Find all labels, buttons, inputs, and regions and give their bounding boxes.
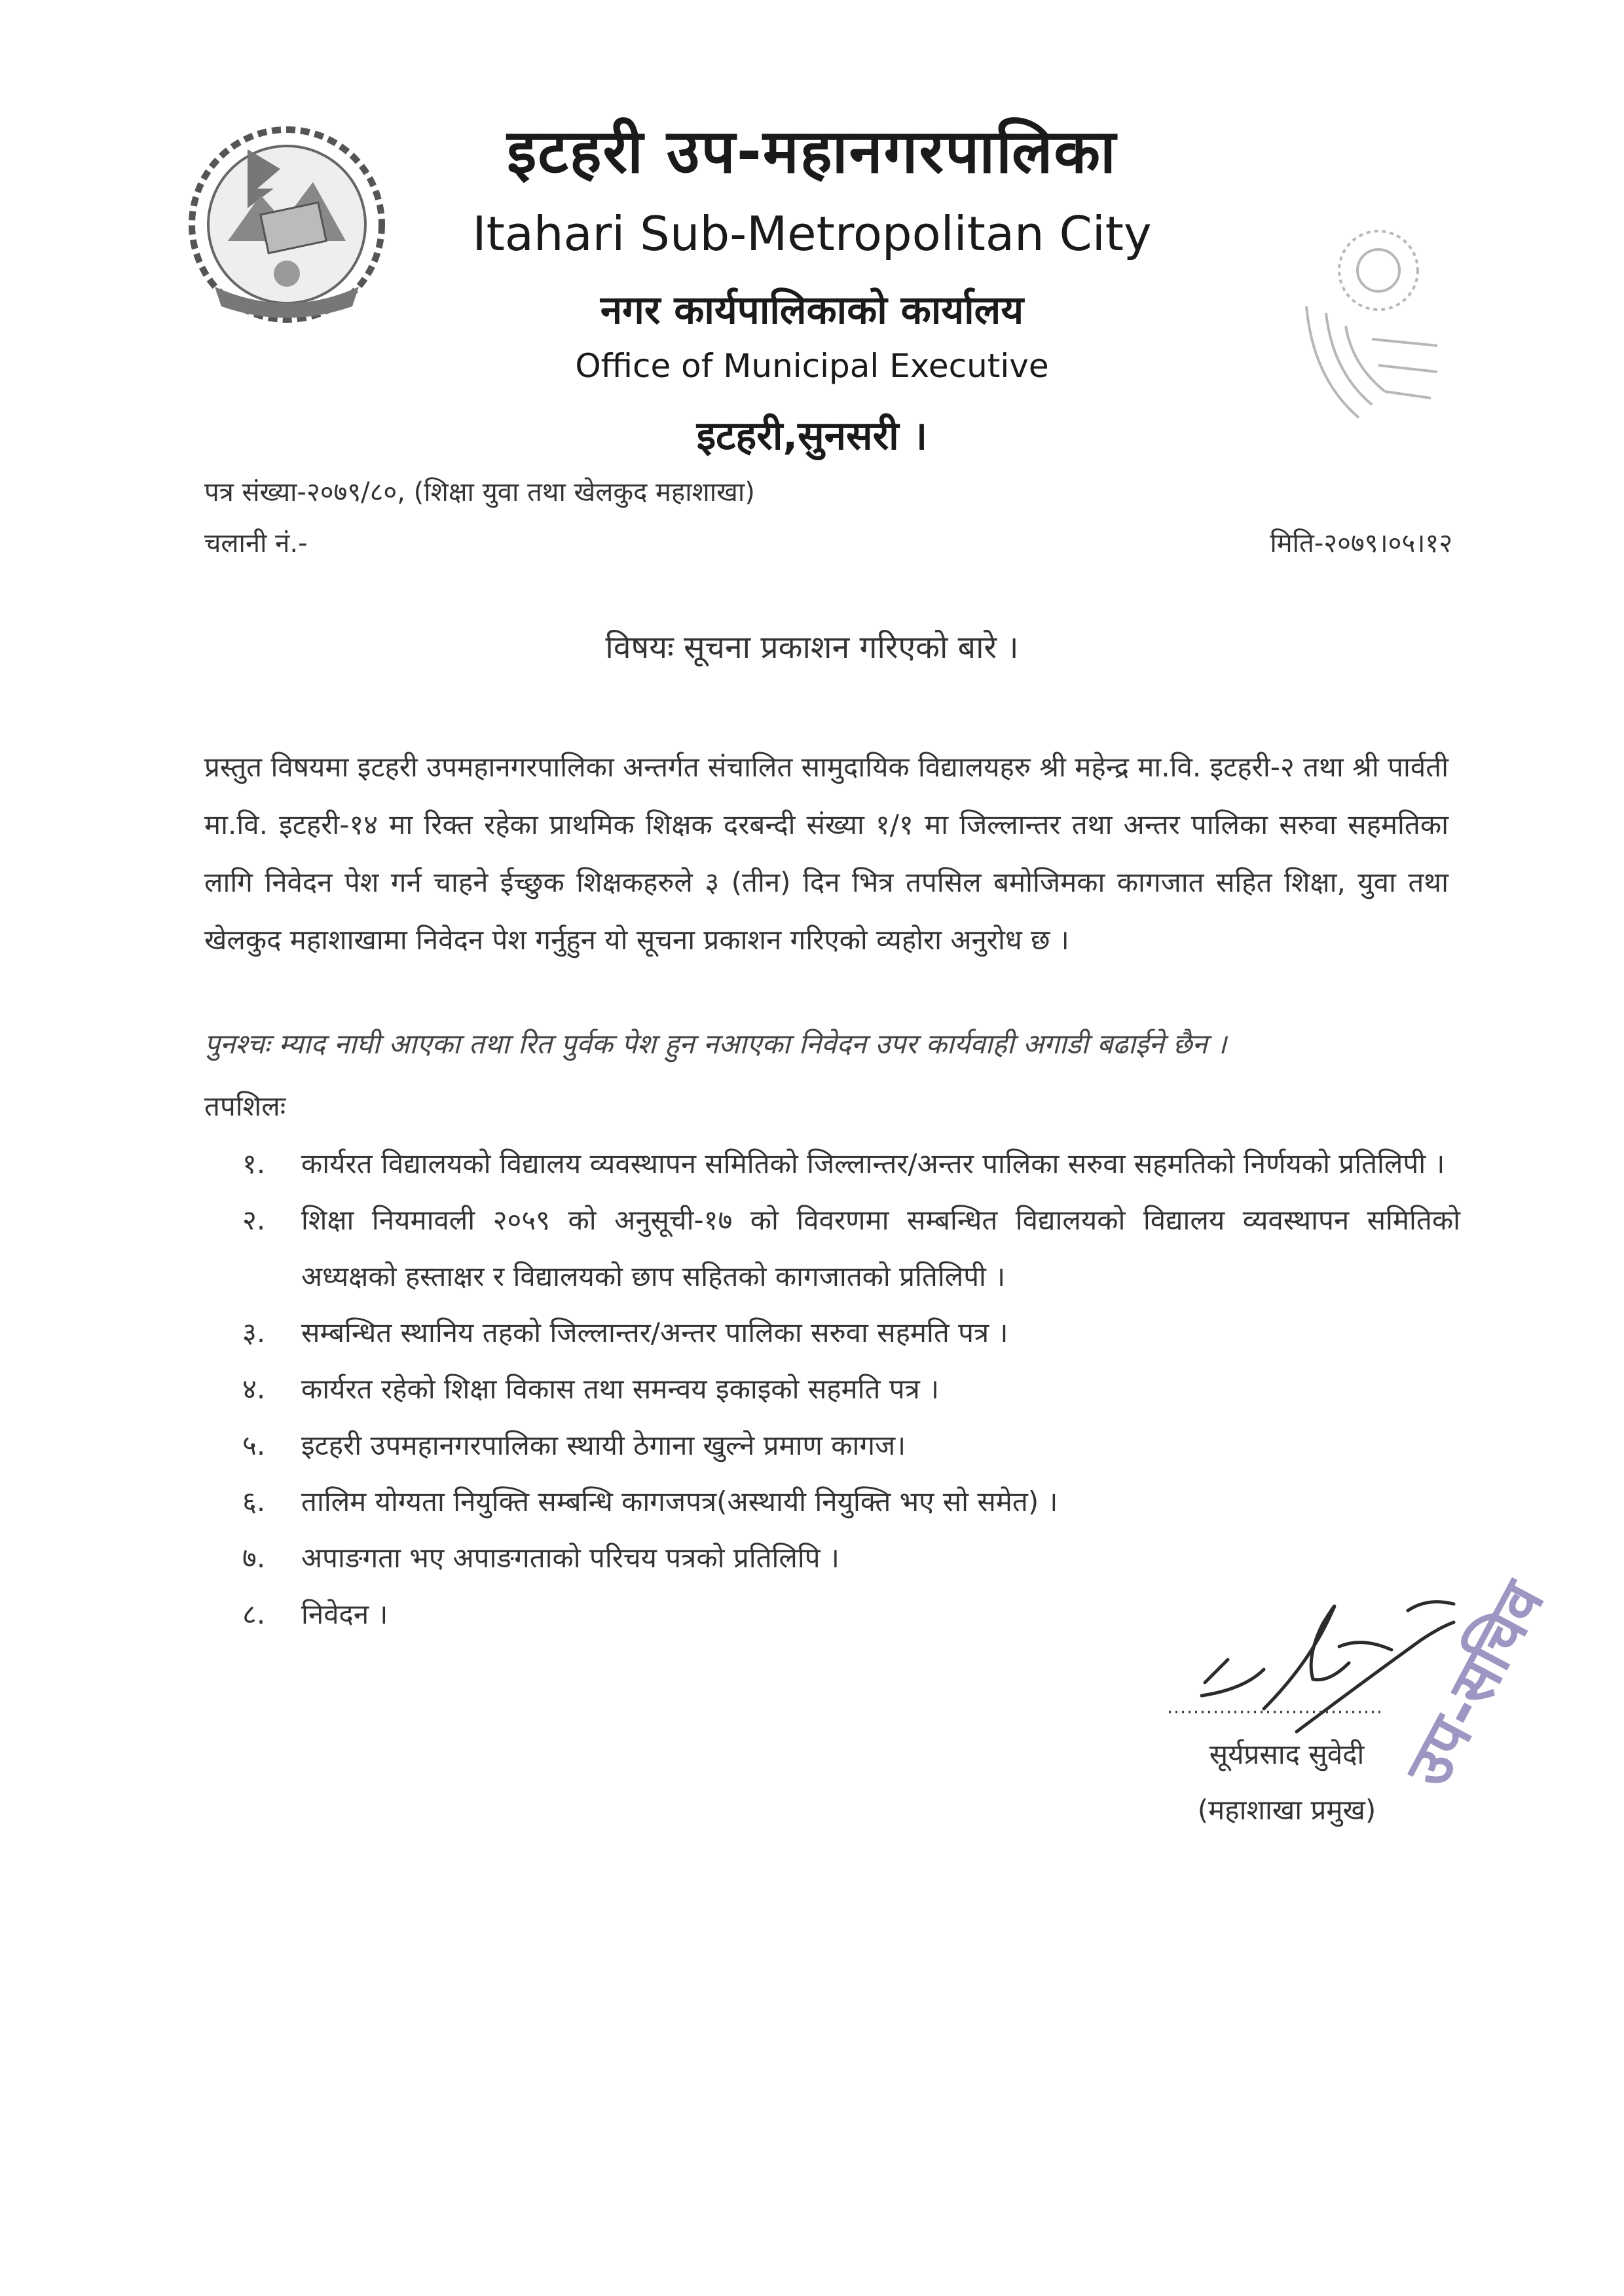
letter-date: मिति-२०७९।०५।१२ xyxy=(1270,528,1452,558)
subject-line: विषयः सूचना प्रकाशन गरिएको बारे । xyxy=(605,629,1019,666)
notice-body: प्रस्तुत विषयमा इटहरी उपमहानगरपालिका अन्तर्गत संचालित सामुदायिक विद्यालयहरु श्री महेन्द्र मा.वि. इटहरी-२ तथा श्री पार्वती मा.वि. इटहरी-१४ मा रिक्त रहेका प्राथमिक शिक्षक दरबन्दी संख्या १/१ मा जिल्लान्तर तथा अन्तर पालिका सरुवा सहमतिका लागि निवेदन पेश गर्न चाहने ईच्छुक शिक्षकहरुले ३ (तीन) दिन भित्र तपसिल बमोजिमका कागजात सहित शिक्षा, युवा तथा खेलकुद महाशाखामा निवेदन पेश गर्नुहुन यो सूचना प्रकाशन गरिएको व्यहोरा अनुरोध छ । xyxy=(204,751,1449,956)
list-item-number: ५. xyxy=(242,1429,266,1461)
list-item-text: कार्यरत रहेको शिक्षा विकास तथा समन्वय इकाइको सहमति पत्र । xyxy=(301,1373,940,1405)
list-item xyxy=(242,1192,1460,1305)
list-item xyxy=(242,1136,1460,1192)
list-item-number: १. xyxy=(242,1148,266,1180)
list-item-number: ४. xyxy=(242,1373,266,1405)
list-item-text: अपाङगता भए अपाङगताको परिचय पत्रको प्रतिलिपि । xyxy=(301,1542,840,1574)
list-item xyxy=(242,1305,1460,1361)
list-item-text: इटहरी उपमहानगरपालिका स्थायी ठेगाना खुल्ने प्रमाण कागज। xyxy=(301,1429,906,1461)
dispatch-number: चलानी नं.- xyxy=(204,528,308,558)
list-item-number: ३. xyxy=(242,1317,266,1349)
municipality-title-english: Itahari Sub-Metropolitan City xyxy=(472,206,1152,261)
office-seal-icon xyxy=(1280,208,1477,450)
postscript-note: पुनश्चः म्याद नाघी आएका तथा रित पुर्वक पेश हुन नआएका निवेदन उपर कार्यवाही अगाडी बढाईने छैन । xyxy=(204,1028,1227,1060)
requirements-list xyxy=(242,1136,1460,1643)
details-label: तपशिलः xyxy=(204,1090,286,1122)
office-title-english: Office of Municipal Executive xyxy=(575,347,1049,385)
list-item-number: २. xyxy=(242,1204,266,1236)
list-item-text: शिक्षा नियमावली २०५९ को अनुसूची-१७ को विवरणमा सम्बन्धित विद्यालयको विद्यालय व्यवस्थापन समितिको अध्यक्षको हस्ताक्षर र विद्यालयको छाप सहितको कागजातको प्रतिलिपी । xyxy=(301,1204,1460,1292)
government-emblem-icon xyxy=(175,110,398,333)
office-title-nepali: नगर कार्यपालिकाको कार्यालय xyxy=(600,287,1024,333)
list-item-text: तालिम योग्यता नियुक्ति सम्बन्धि कागजपत्र(अस्थायी नियुक्ति भए सो समेत) । xyxy=(301,1485,1058,1518)
list-item-text: निवेदन । xyxy=(301,1598,388,1630)
list-item xyxy=(242,1361,1460,1417)
list-item xyxy=(242,1474,1460,1530)
municipality-title-nepali: इटहरी उप-महानगरपालिका xyxy=(507,117,1117,187)
list-item-number: ६. xyxy=(242,1485,266,1518)
signer-designation: (महाशाखा प्रमुख) xyxy=(1197,1794,1376,1826)
designation-stamp: उप-सचिव xyxy=(1392,1571,1558,1798)
list-item-number: ७. xyxy=(242,1542,266,1574)
list-item-text: सम्बन्धित स्थानिय तहको जिल्लान्तर/अन्तर पालिका सरुवा सहमति पत्र । xyxy=(301,1317,1008,1349)
letter-number: पत्र संख्या-२०७९/८०, (शिक्षा युवा तथा खेलकुद महाशाखा) xyxy=(204,477,755,507)
list-item-text: कार्यरत विद्यालयको विद्यालय व्यवस्थापन समितिको जिल्लान्तर/अन्तर पालिका सरुवा सहमतिको निर्णयको प्रतिलिपी । xyxy=(301,1148,1445,1180)
office-location: इटहरी,सुनसरी । xyxy=(696,413,928,459)
list-item-number: ८. xyxy=(242,1598,266,1630)
list-item xyxy=(242,1530,1460,1586)
list-item xyxy=(242,1417,1460,1474)
signer-name: सूर्यप्रसाद सुवेदी xyxy=(1209,1738,1365,1770)
